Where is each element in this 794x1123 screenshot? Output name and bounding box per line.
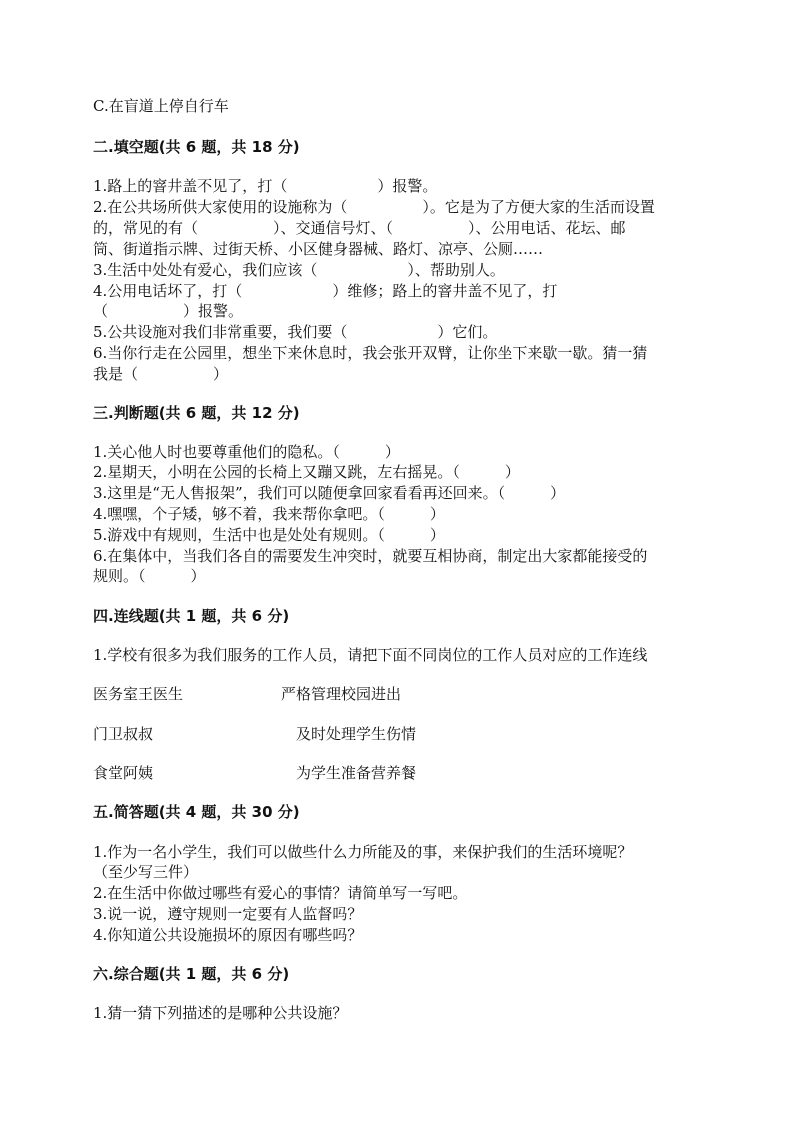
judge-line: 规则。（ ）: [93, 567, 206, 585]
fill-line: 2.在公共场所供大家使用的设施称为（ ）。它是为了方便大家的生活而设置: [93, 198, 655, 216]
matching-left-item: 医务室王医生: [93, 685, 184, 703]
fill-line: 我是（ ）: [93, 365, 229, 383]
short-answer-line: 3.说一说，遵守规则一定要有人监督吗？: [93, 905, 363, 923]
fill-line: 3.生活中处处有爱心，我们应该（ ）、帮助别人。: [93, 261, 505, 279]
matching-left-item: 食堂阿姨: [93, 764, 154, 782]
judge-line: 2.星期天，小明在公园的长椅上又蹦又跳，左右摇晃。（ ）: [93, 463, 520, 481]
section-title-comprehensive: 六.综合题(共 1 题，共 6 分): [93, 965, 290, 983]
fill-line: 1.路上的窨井盖不见了，打（ ）报警。: [93, 177, 438, 195]
fill-line: 5.公共设施对我们非常重要，我们要（ ）它们。: [93, 323, 498, 341]
carry-over-option: C.在盲道上停自行车: [93, 97, 229, 115]
matching-right-item: 严格管理校园进出: [281, 685, 402, 703]
judge-line: 3.这里是“无人售报架”，我们可以随便拿回家看看再还回来。（ ）: [93, 484, 566, 502]
short-answer-line: 4.你知道公共设施损坏的原因有哪些吗？: [93, 926, 363, 944]
short-answer-line: 2.在生活中你做过哪些有爱心的事情？请简单写一写吧。: [93, 884, 468, 902]
short-answer-line: （至少写三件）: [93, 863, 199, 881]
section-title-short-answer: 五.简答题(共 4 题，共 30 分): [93, 803, 300, 821]
section-title-judgement: 三.判断题(共 6 题，共 12 分): [93, 404, 300, 422]
section-title-matching: 四.连线题(共 1 题，共 6 分): [93, 607, 290, 625]
matching-left-item: 门卫叔叔: [93, 725, 154, 743]
matching-right-item: 及时处理学生伤情: [296, 725, 417, 743]
fill-line: 的，常见的有（ ）、交通信号灯、（ ）、公用电话、花坛、邮: [93, 219, 626, 237]
judge-line: 5.游戏中有规则，生活中也是处处有规则。（ ）: [93, 526, 445, 544]
fill-line: 6.当你行走在公园里，想坐下来休息时，我会张开双臂，让你坐下来歇一歇。猜一猜: [93, 344, 648, 362]
judge-line: 4.嘿嘿，个子矮，够不着，我来帮你拿吧。（ ）: [93, 505, 445, 523]
judge-line: 6.在集体中，当我们各自的需要发生冲突时，就要互相协商，制定出大家都能接受的: [93, 547, 648, 565]
short-answer-line: 1.作为一名小学生，我们可以做些什么力所能及的事，来保护我们的生活环境呢？: [93, 843, 633, 861]
matching-right-item: 为学生准备营养餐: [296, 764, 417, 782]
fill-line: （ ）报警。: [93, 302, 244, 320]
fill-line: 4.公用电话坏了，打（ ）维修；路上的窨井盖不见了，打: [93, 282, 558, 300]
section-title-fill-blank: 二.填空题(共 6 题，共 18 分): [93, 138, 300, 156]
judge-line: 1.关心他人时也要尊重他们的隐私。（ ）: [93, 443, 400, 461]
comprehensive-line: 1.猜一猜下列描述的是哪种公共设施？: [93, 1004, 348, 1022]
matching-question: 1.学校有很多为我们服务的工作人员，请把下面不同岗位的工作人员对应的工作连线: [93, 646, 648, 664]
fill-line: 筒、街道指示牌、过街天桥、小区健身器械、路灯、凉亭、公厕……: [93, 240, 544, 258]
